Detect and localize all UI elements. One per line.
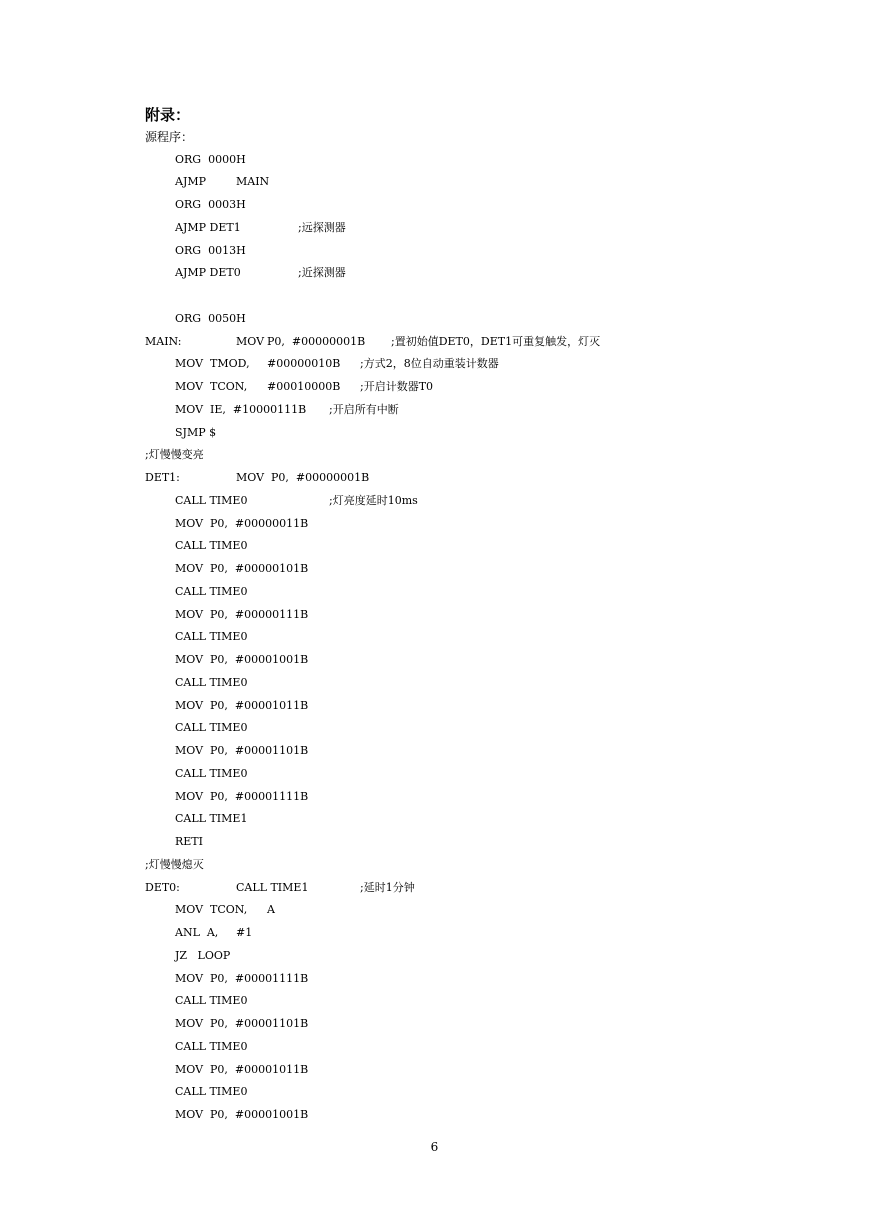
code-token: DET0: (145, 880, 180, 894)
code-token: MOV P0, #00001111B (175, 971, 309, 985)
code-line (145, 877, 745, 900)
code-line (145, 945, 745, 968)
code-line (145, 672, 745, 695)
code-line (145, 626, 745, 649)
code-token: ORG 0000H (175, 152, 246, 166)
code-token: ORG 0050H (175, 311, 246, 325)
code-token: AJMP (175, 175, 207, 189)
code-token: MOV TMOD, (175, 357, 250, 371)
page-number: 6 (430, 1140, 439, 1154)
code-comment: ;开启所有中断 (329, 402, 399, 416)
code-line (145, 649, 745, 672)
code-line (145, 376, 745, 399)
code-line (145, 899, 745, 922)
code-line (145, 1104, 745, 1127)
code-token: MOV P0, #00000111B (175, 607, 309, 621)
code-line (145, 331, 745, 354)
code-comment: ;远探测器 (298, 220, 346, 234)
code-line (145, 171, 745, 194)
code-token: MOV P0, #00000011B (175, 516, 309, 530)
code-token: ANL A, (175, 926, 219, 939)
code-token: ORG 0013H (175, 243, 246, 257)
code-line (145, 786, 745, 809)
code-line (145, 513, 745, 536)
code-token: AJMP DET1 (175, 220, 241, 234)
code-token: CALL TIME0 (175, 1085, 248, 1099)
appendix-heading: 附录： (145, 106, 191, 124)
code-line (145, 717, 745, 740)
code-token: #00010000B (267, 380, 341, 393)
code-token: CALL TIME0 (175, 630, 248, 644)
code-token: AJMP DET0 (175, 266, 241, 280)
code-token: MOV P0, #00001001B (175, 1108, 309, 1121)
code-token: A (267, 903, 275, 917)
code-token: MOV P0, #00001011B (175, 1062, 309, 1076)
code-token: SJMP $ (175, 425, 217, 439)
code-line (145, 990, 745, 1013)
code-line (145, 444, 745, 467)
code-token: CALL TIME0 (175, 539, 248, 553)
code-line (145, 308, 745, 331)
code-line (145, 740, 745, 763)
code-token: MOV P0, #00000101B (175, 562, 309, 575)
code-line (145, 149, 745, 172)
code-token: MOV P0, #00001101B (175, 1017, 309, 1030)
code-line (145, 535, 745, 558)
code-token: CALL TIME1 (236, 880, 309, 894)
code-token: DET1: (145, 471, 180, 484)
code-line (145, 808, 745, 831)
code-comment: ;近探测器 (298, 266, 346, 280)
code-token: CALL TIME0 (175, 721, 248, 735)
code-line (145, 604, 745, 627)
source-code-label: 源程序： (145, 130, 194, 144)
code-token: MOV P0, #00001101B (175, 744, 309, 757)
code-line (145, 854, 745, 877)
code-comment: ;灯慢慢变亮 (145, 448, 204, 462)
code-token: CALL TIME0 (175, 493, 248, 507)
code-comment: ;灯亮度延时10ms (329, 493, 418, 507)
code-token: CALL TIME1 (175, 812, 248, 826)
code-line (145, 353, 745, 376)
code-comment: ;延时1分钟 (360, 880, 415, 894)
source-code-listing (145, 149, 745, 1127)
code-token: JZ LOOP (175, 948, 231, 962)
code-line (145, 422, 745, 445)
code-token: CALL TIME0 (175, 675, 248, 689)
code-line (145, 467, 745, 490)
code-token: MOV P0, #00001011B (175, 698, 309, 712)
code-line (145, 581, 745, 604)
code-line (145, 763, 745, 786)
code-line (145, 262, 745, 285)
code-line (145, 194, 745, 217)
code-line (145, 558, 745, 581)
code-line (145, 285, 745, 308)
code-line (145, 490, 745, 513)
code-line (145, 1081, 745, 1104)
code-token: #1 (236, 926, 253, 939)
code-line (145, 695, 745, 718)
code-line (145, 831, 745, 854)
code-token: #00000010B (267, 357, 341, 371)
code-token: MOV TCON, (175, 380, 248, 393)
code-token: RETI (175, 835, 203, 848)
code-token: MAIN: (145, 334, 182, 348)
code-line (145, 217, 745, 240)
code-token: MOV P0, #00000001B (236, 471, 370, 484)
code-token: MOV IE, #10000111B (175, 402, 307, 416)
code-line (145, 1059, 745, 1082)
code-line (145, 399, 745, 422)
code-comment: ;置初始值DET0，DET1可重复触发，灯灭 (391, 334, 601, 348)
code-token: CALL TIME0 (175, 766, 248, 780)
code-line (145, 1036, 745, 1059)
code-token: CALL TIME0 (175, 584, 248, 598)
code-line (145, 922, 745, 945)
code-line (145, 240, 745, 263)
code-line (145, 1013, 745, 1036)
code-token: MOV TCON, (175, 903, 248, 917)
code-comment: ;开启计数器T0 (360, 380, 434, 393)
code-token: MAIN (236, 175, 270, 189)
code-line (145, 968, 745, 991)
code-token: MOV (236, 334, 265, 348)
code-comment: ;灯慢慢熄灭 (145, 857, 204, 871)
code-token: ORG 0003H (175, 198, 246, 211)
code-token: MOV P0, #00001111B (175, 789, 309, 803)
code-token: CALL TIME0 (175, 994, 248, 1008)
code-comment: ;方式2，8位自动重装计数器 (360, 357, 499, 371)
code-token: P0, #00000001B (267, 334, 366, 348)
code-token: MOV P0, #00001001B (175, 653, 309, 666)
code-token: CALL TIME0 (175, 1039, 248, 1053)
